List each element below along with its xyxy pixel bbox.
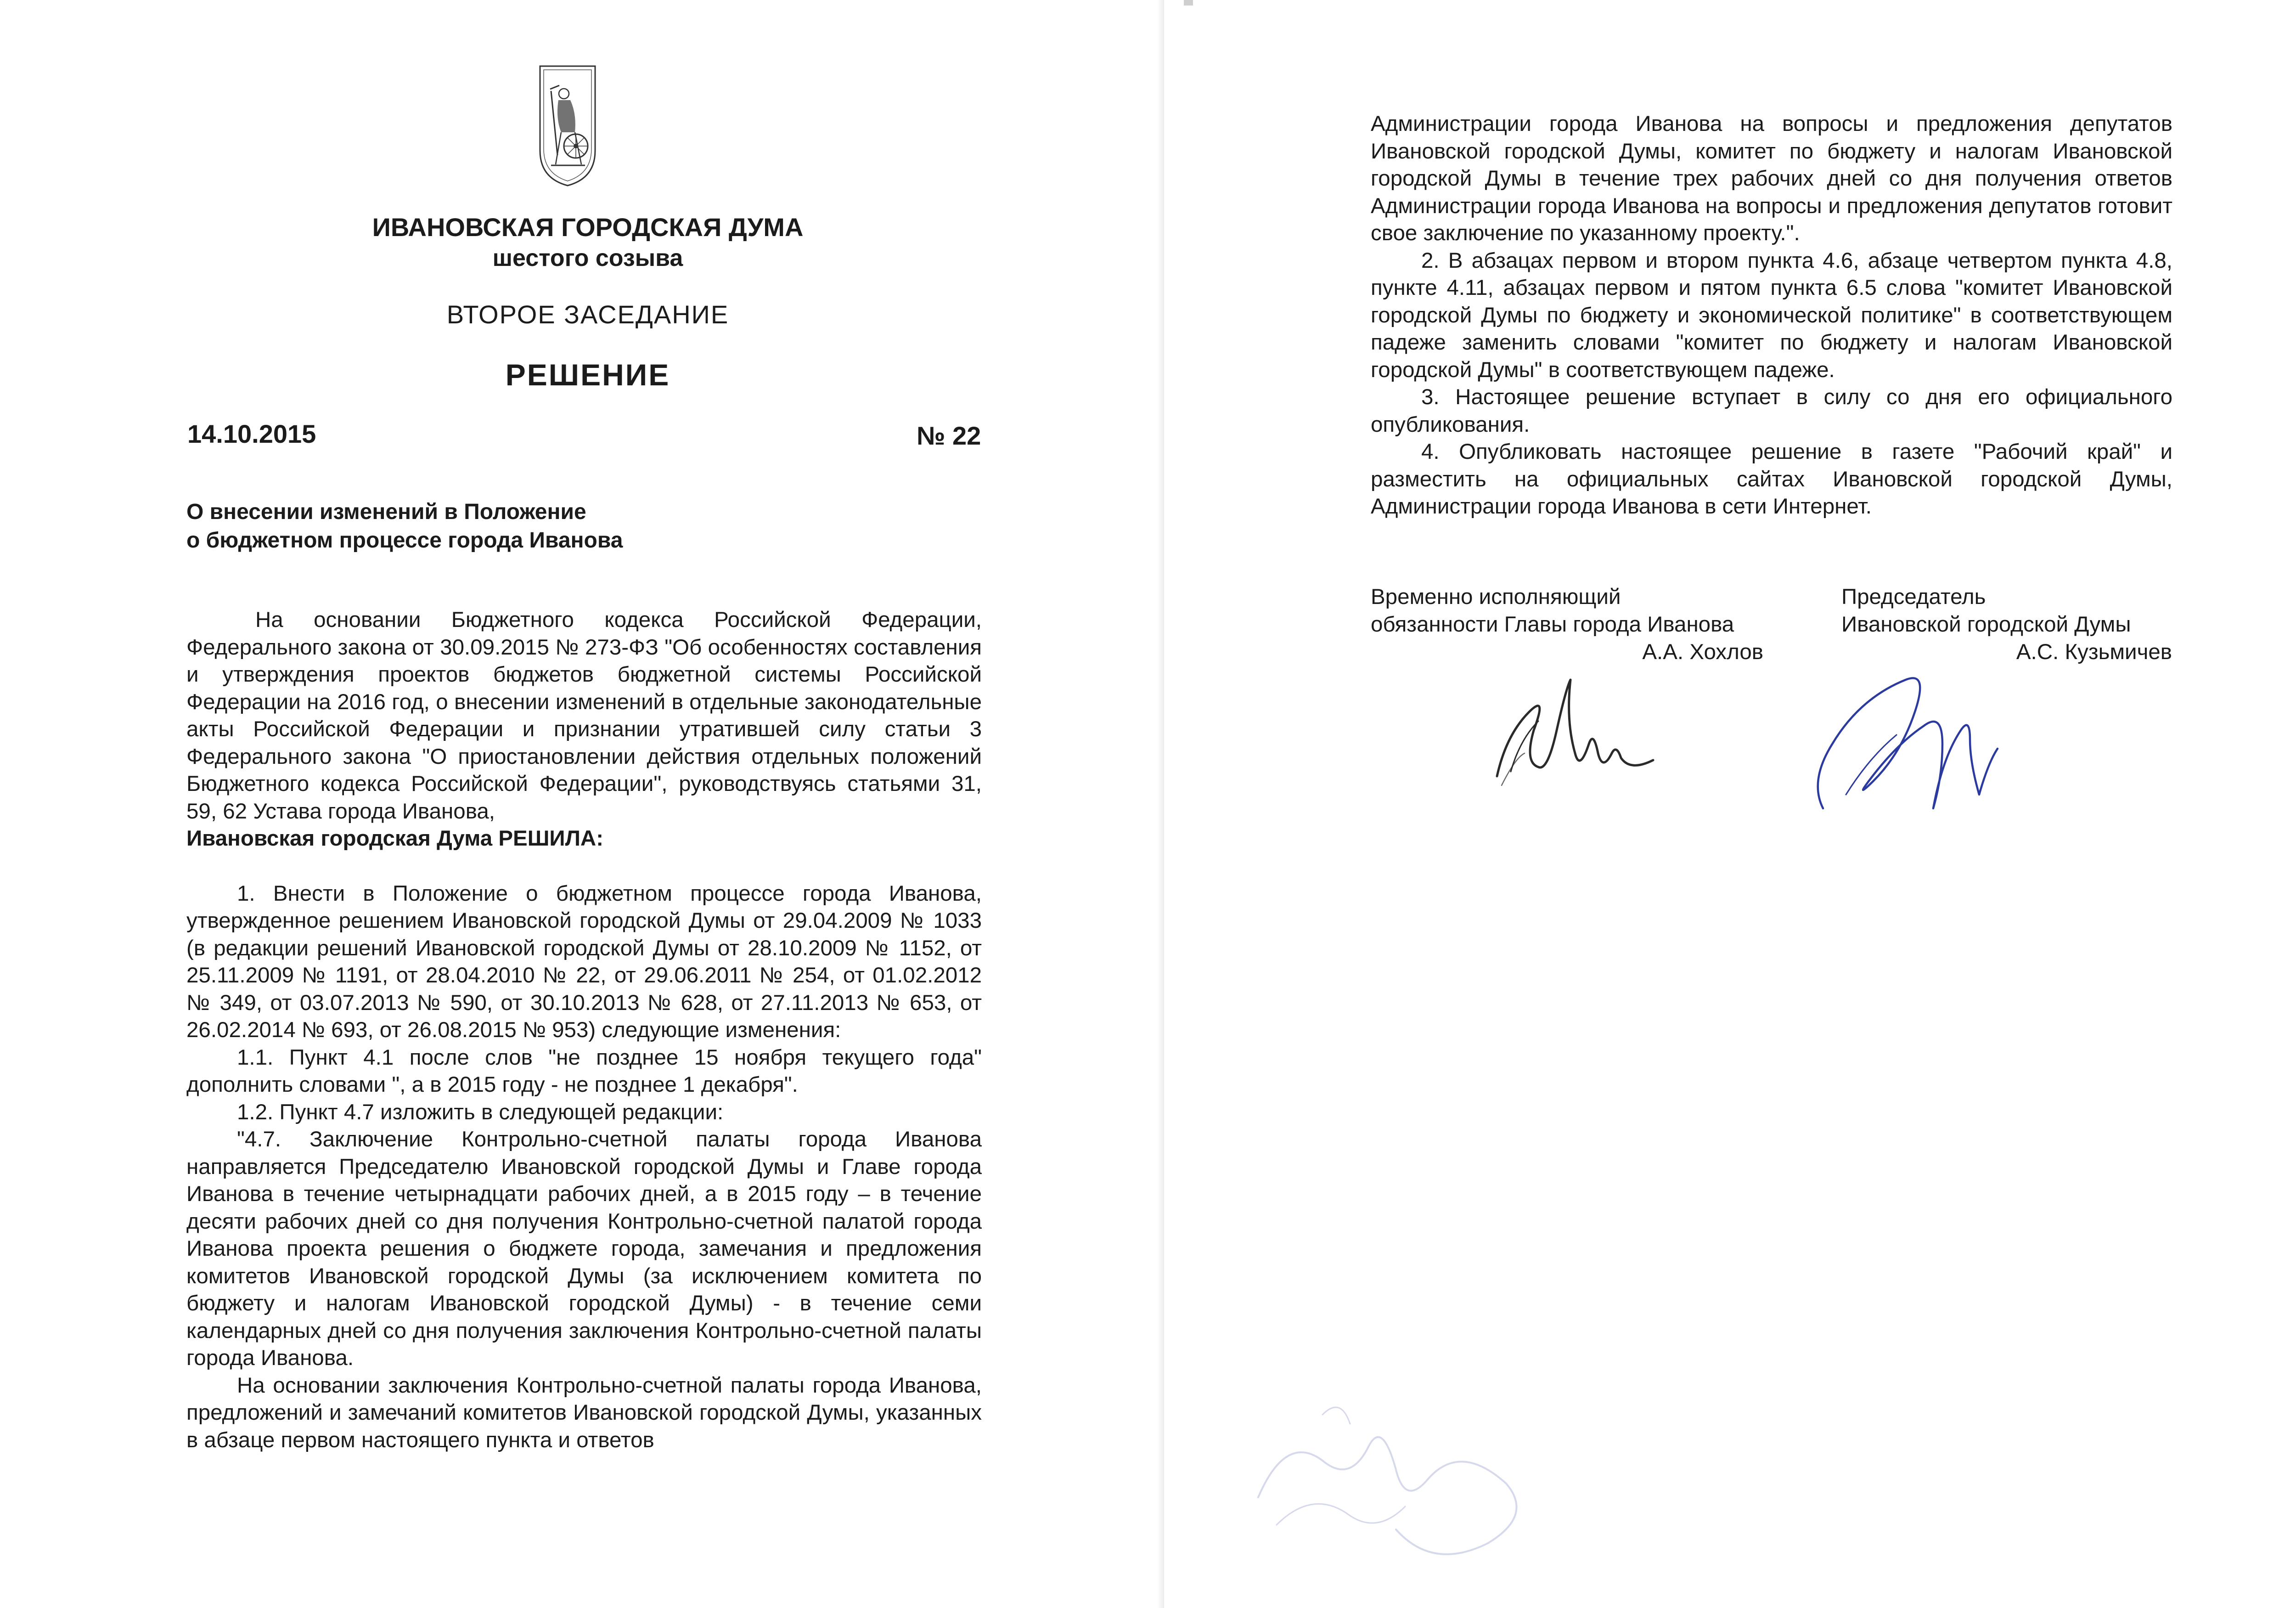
signatory-name: А.С. Кузьмичев xyxy=(2016,640,2172,664)
signatory-title-line-2: обязанности Главы города Иванова xyxy=(1371,612,1734,637)
right-column-text xyxy=(1371,110,2172,520)
convocation: шестого созыва xyxy=(492,245,683,271)
item-4-paragraph: 4. Опубликовать настоящее решение в газете "Рабочий край" и разместить на официальных сайтах Ивановской городской Думы, Администрации города Иванова в сети Интернет. xyxy=(1371,440,2172,519)
document-number: № 22 xyxy=(917,421,981,450)
resolved-heading: Ивановская городская Дума РЕШИЛА: xyxy=(186,826,604,851)
quote-4-7-paragraph: "4.7. Заключение Контрольно-счетной палаты города Иванова направляется Председателю Ивановской городской Думы и Главе города Иванова в течение четырнадцати рабочих дней, а в 2015 году – в течение десяти рабочих дней со дня получения Контрольно-счетной палатой города Иванова проекта решения о бюджете города, замечания и предложения комитетов Ивановской городской Думы (за исключением комитета по бюджету и налогам Ивановской городской Думы) - в течение семи календарных дней со дня получения заключения Контрольно-счетной палаты города Иванова. xyxy=(186,1127,982,1370)
coat-of-arms-icon xyxy=(537,63,598,188)
handwritten-signature-kuzmichev xyxy=(1805,643,2034,845)
subject-line-2: о бюджетном процессе города Иванова xyxy=(186,528,623,553)
right-continuation-paragraph: Администрации города Иванова на вопросы и предложения депутатов Ивановской городской Думы, комитет по бюджету и налогам Ивановской городской Думы в течение трех рабочих дней со дня получения ответов Администрации города Иванова на вопросы и предложения депутатов готовит свое заключение по указанному проекту.". xyxy=(1371,112,2172,245)
handwritten-signature-hohlov xyxy=(1479,661,1676,808)
faded-stamp-mark xyxy=(1231,1378,1561,1571)
preamble-paragraph: На основании Бюджетного кодекса Российской Федерации, Федерального закона от 30.09.2015 № 273-ФЗ "Об особенностях составления и утверждения проектов бюджетов бюджетной системы Российской Федерации на 2016 год, о внесении изменений в отдельные законодательные акты Российской Федерации и признании утратившей силу статьи 3 Федерального закона "О приостановлении действия отдельных положений Бюджетного кодекса Российской Федерации", руководствуясь статьями 31, 59, 62 Устава города Иванова, xyxy=(186,608,982,824)
signatory-name: А.А. Хохлов xyxy=(1642,640,1763,664)
item-1-2-paragraph: 1.2. Пункт 4.7 изложить в следующей редакции: xyxy=(237,1100,724,1124)
session-title: ВТОРОЕ ЗАСЕДАНИЕ xyxy=(446,300,729,329)
organization-name: ИВАНОВСКАЯ ГОРОДСКАЯ ДУМА xyxy=(372,213,804,242)
signature-block-acting-head xyxy=(1371,583,1763,666)
subject-line-1: О внесении изменений в Положение xyxy=(186,500,586,524)
document-date: 14.10.2015 xyxy=(187,419,316,448)
item-2-paragraph: 2. В абзацах первом и втором пункта 4.6, абзаце четвертом пункта 4.8, пункте 4.11, абзацах первом и пятом пункта 6.5 слова "комитет Ивановской городской Думы по бюджету и экономической политике" в соответствующем падеже заменить словами "комитет по бюджету и налогам Ивановской городской Думы" в соответствующем падеже. xyxy=(1371,248,2172,382)
document-type: РЕШЕНИЕ xyxy=(505,358,670,392)
item-1-1-paragraph: 1.1. Пункт 4.1 после слов "не позднее 15 ноября текущего года" дополнить словами ", а в 2015 году - не позднее 1 декабря". xyxy=(186,1045,982,1097)
signatory-title-line-1: Председатель xyxy=(1841,585,1986,609)
item-1-paragraph: 1. Внести в Положение о бюджетном процессе города Иванова, утвержденное решением Ивановской городской Думы от 29.04.2009 № 1033 (в редакции решений Ивановской городской Думы от 28.10.2009 № 1152, от 25.11.2009 № 1191, от 28.04.2010 № 22, от 29.06.2011 № 254, от 01.02.2012 № 349, от 03.07.2013 № 590, от 30.10.2013 № 628, от 27.11.2013 № 653, от 26.02.2014 № 693, от 26.08.2015 № 953) следующие изменения: xyxy=(186,881,982,1042)
signatory-title-line-1: Временно исполняющий xyxy=(1371,585,1621,609)
continuation-paragraph: На основании заключения Контрольно-счетной палаты города Иванова, предложений и замечаний комитетов Ивановской городской Думы, указанных в абзаце первом настоящего пункта и ответов xyxy=(186,1373,982,1452)
left-column-text xyxy=(186,606,982,1454)
document-subject xyxy=(186,498,829,555)
item-3-paragraph: 3. Настоящее решение вступает в силу со дня его официального опубликования. xyxy=(1371,385,2172,437)
signatory-title-line-2: Ивановской городской Думы xyxy=(1841,612,2131,637)
scan-mark xyxy=(1184,0,1193,6)
